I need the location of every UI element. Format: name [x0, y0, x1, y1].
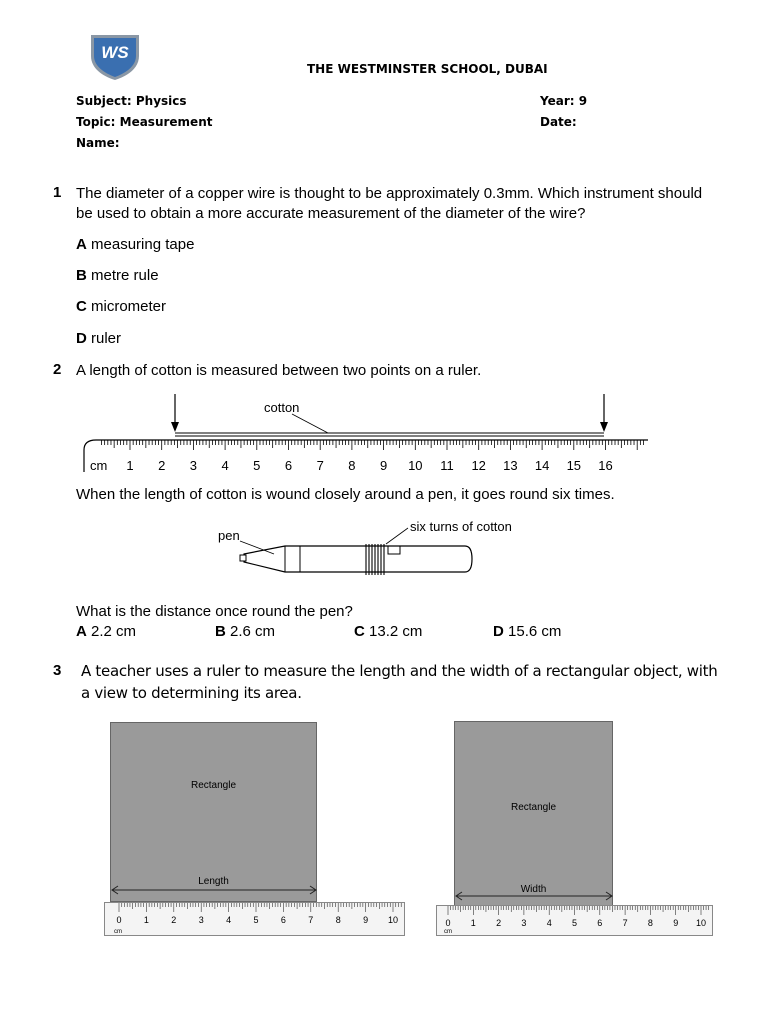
ruler-ticks [101, 440, 643, 450]
school-logo [88, 32, 142, 82]
turns-label: six turns of cotton [410, 519, 512, 534]
ruler-tick-label: 2 [496, 918, 502, 928]
question-3-number: 3 [53, 662, 62, 679]
ruler-tick-label: 7 [308, 915, 314, 925]
ruler-tick-label: 9 [673, 918, 679, 928]
ruler-tick-label: 10 [695, 918, 707, 928]
q1-option-b[interactable]: B metre rule [76, 267, 159, 284]
length-label: Length [198, 876, 229, 887]
question-3-text [81, 660, 717, 704]
date-field: Date: [540, 115, 577, 129]
ruler-tick-label: 5 [253, 915, 259, 925]
logo-text: WS [101, 43, 129, 62]
ruler-tick-label: 5 [571, 918, 578, 928]
ruler-tick-label: 10 [408, 458, 423, 473]
right-ruler [436, 905, 714, 937]
left-ruler-unit: cm [114, 929, 122, 935]
cotton-ruler-diagram [80, 390, 660, 478]
question-2-question: What is the distance once round the pen? [76, 603, 353, 620]
ruler-tick-label: 1 [126, 458, 134, 473]
question-1-text [76, 184, 756, 224]
ruler-tick-label: 7 [622, 918, 628, 928]
ruler-tick-label: 9 [363, 915, 369, 925]
ruler-tick-label: 8 [348, 458, 356, 473]
ruler-tick-label: 16 [598, 458, 613, 473]
ruler-tick-label: 3 [189, 458, 198, 473]
topic-field: Topic: Measurement [76, 115, 213, 129]
ruler-tick-label: 0 [116, 915, 122, 925]
ruler-tick-label: 5 [253, 458, 261, 473]
ruler-tick-label: 1 [143, 915, 149, 925]
q1-option-c[interactable]: C micrometer [76, 298, 167, 315]
left-ruler [104, 902, 406, 937]
ruler-tick-label: 8 [647, 918, 653, 928]
q1-option-a[interactable]: A measuring tape [76, 236, 195, 253]
pen-diagram [210, 514, 530, 584]
ruler-tick-label: 2 [158, 458, 166, 473]
pen-label: pen [218, 528, 240, 543]
question-3-line2: a view to determining its area. [81, 684, 302, 702]
question-1-line1: The diameter of a copper wire is thought to be approximately 0.3mm. Which instrument should [76, 185, 703, 202]
ruler-labels [126, 458, 612, 473]
q2-option-a[interactable]: A 2.2 cm [76, 623, 137, 640]
width-label: Width [520, 884, 547, 895]
ruler-tick-label: 3 [198, 915, 204, 925]
ruler-tick-label: 0 [445, 918, 451, 928]
ruler-unit-label: cm [90, 458, 108, 473]
name-field: Name: [76, 136, 120, 150]
question-2-number: 2 [53, 361, 62, 378]
right-rectangle [454, 721, 613, 906]
ruler-tick-label: 4 [221, 458, 229, 473]
ruler-tick-label: 9 [379, 458, 388, 473]
ruler-tick-label: 6 [284, 458, 293, 473]
q2-option-b[interactable]: B 2.6 cm [215, 623, 276, 640]
q2-option-d[interactable]: D 15.6 cm [493, 623, 562, 640]
length-arrow [110, 884, 318, 896]
left-rectangle-label: Rectangle [190, 780, 237, 791]
question-3-line1: A teacher uses a ruler to measure the length and the width of a rectangular object, with [81, 662, 718, 680]
question-2-intro: A length of cotton is measured between two points on a ruler. [76, 362, 482, 379]
left-rectangle [110, 722, 317, 902]
ruler-tick-label: 8 [335, 915, 341, 925]
q1-option-d[interactable]: D ruler [76, 330, 122, 347]
year-field: Year: 9 [540, 94, 588, 108]
ruler-tick-label: 12 [471, 458, 486, 473]
ruler-tick-label: 7 [316, 458, 324, 473]
ruler-tick-label: 14 [534, 458, 550, 473]
question-1-line2: be used to obtain a more accurate measurement of the diameter of the wire? [76, 205, 586, 222]
q2-option-c[interactable]: C 13.2 cm [354, 623, 423, 640]
ruler-tick-label: 4 [546, 918, 552, 928]
ruler-tick-label: 10 [387, 915, 399, 925]
ruler-tick-label: 4 [226, 915, 232, 925]
right-rectangle-label: Rectangle [510, 802, 557, 813]
ruler-tick-label: 1 [470, 918, 476, 928]
right-ruler-unit: cm [444, 929, 452, 935]
ruler-tick-label: 2 [171, 915, 177, 925]
ruler-tick-label: 6 [597, 918, 603, 928]
width-arrow [454, 890, 614, 902]
question-1-number: 1 [53, 184, 62, 201]
school-name: THE WESTMINSTER SCHOOL, DUBAI [307, 62, 548, 76]
ruler-tick-label: 11 [440, 458, 454, 473]
cotton-label: cotton [264, 400, 300, 415]
ruler-tick-label: 15 [566, 458, 582, 473]
question-2-wound-text: When the length of cotton is wound closely around a pen, it goes round six times. [76, 486, 615, 503]
ruler-tick-label: 6 [280, 915, 286, 925]
ruler-tick-label: 3 [521, 918, 527, 928]
subject-field: Subject: Physics [76, 94, 187, 108]
ruler-tick-label: 13 [503, 458, 518, 473]
